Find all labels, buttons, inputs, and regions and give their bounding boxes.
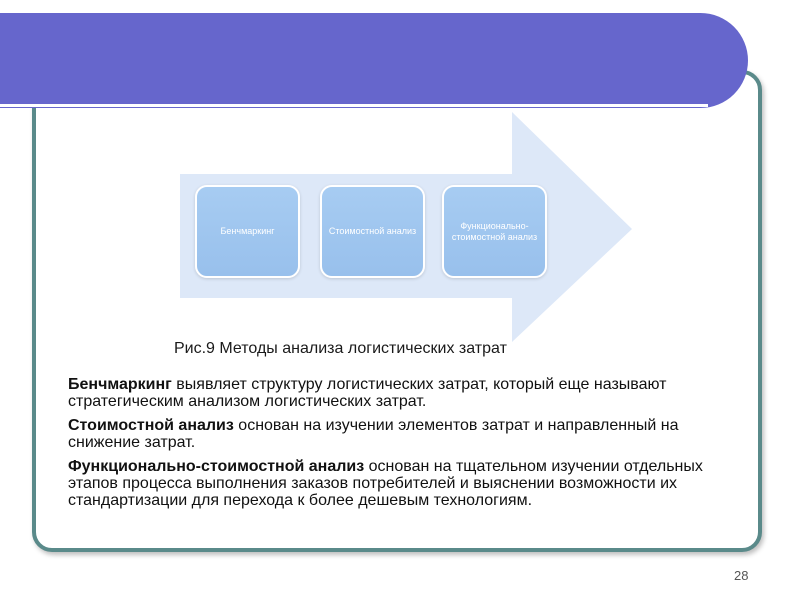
definition: основан на тщательном изучении отдельных этапов процесса выполнения заказов потребителей и выяснении возможности их стандартизации для перехода к более дешевым технологиям. (68, 458, 703, 509)
step-benchmarking (195, 185, 300, 278)
paragraph-benchmarking (68, 376, 728, 410)
step-cost-analysis (320, 185, 425, 278)
body-text (68, 376, 728, 516)
header-divider (0, 104, 708, 107)
paragraph-functional-cost-analysis (68, 458, 728, 509)
term: Бенчмаркинг (68, 376, 172, 393)
term: Функционально-стоимостной анализ (68, 458, 365, 475)
definition: выявляет структуру логистических затрат, который еще называют стратегическим анализом логистических затрат. (68, 376, 667, 410)
step-label: Бенчмаркинг (220, 226, 275, 236)
header-band (0, 13, 748, 108)
step-functional-cost-analysis (442, 185, 547, 278)
term: Стоимостной анализ (68, 417, 234, 434)
definition: основан на изучении элементов затрат и направленный на снижение затрат. (68, 417, 679, 451)
figure-caption: Рис.9 Методы анализа логистических затрат (174, 340, 507, 357)
paragraph-cost-analysis (68, 417, 728, 451)
step-label: Функционально-стоимостной анализ (451, 220, 538, 242)
page-number: 28 (734, 568, 749, 583)
step-label: Стоимостной анализ (328, 226, 417, 236)
